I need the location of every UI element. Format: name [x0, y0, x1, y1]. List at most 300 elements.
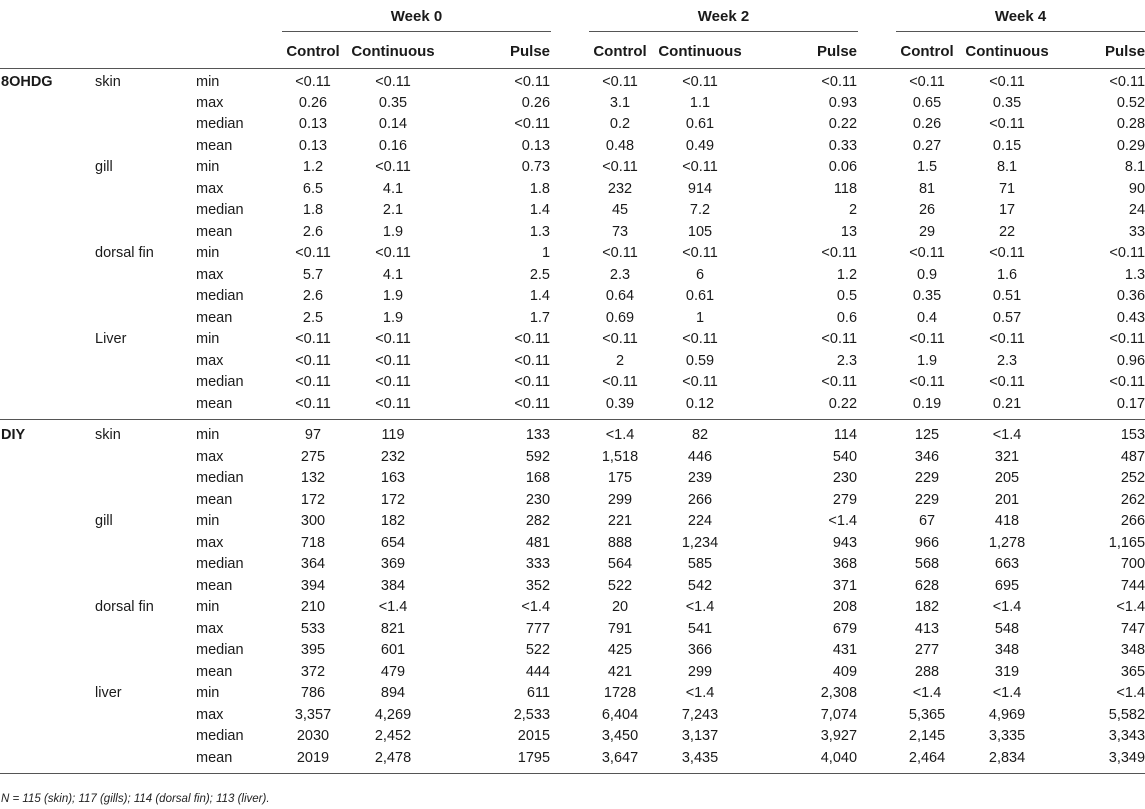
table-cell: 26: [918, 202, 936, 219]
table-cell: 0.29: [1116, 137, 1145, 154]
table-footnote: N = 115 (skin); 117 (gills); 114 (dorsal fin); 113 (liver).: [1, 793, 270, 805]
table-cell: <0.11: [682, 73, 718, 90]
table-cell: 172: [380, 491, 406, 508]
table-cell: <0.11: [1109, 374, 1145, 391]
table-cell: 4,969: [988, 706, 1026, 723]
marker-label: [0, 200, 95, 222]
marker-label: [0, 640, 95, 662]
column-gap: [551, 704, 589, 726]
column-gap: [551, 157, 589, 179]
column-gap: [551, 554, 589, 576]
table-cell: <0.11: [821, 331, 858, 348]
table-cell: 33: [1128, 223, 1145, 240]
table-cell: 914: [687, 180, 713, 197]
table-cell: 45: [611, 202, 629, 219]
table-cell: 2.3: [996, 352, 1018, 369]
table-cell: 3,647: [589, 747, 651, 773]
column-gap: [858, 726, 896, 748]
table-cell: <1.4: [685, 599, 715, 616]
table-cell: 1.3: [1124, 266, 1145, 283]
stat-label: min: [196, 599, 220, 616]
table-cell: 695: [994, 577, 1020, 594]
table-cell: 3,343: [1108, 728, 1145, 745]
table-cell: 352: [525, 577, 551, 594]
table-cell: 2015: [517, 728, 551, 745]
table-cell: <1.4: [1116, 685, 1145, 702]
table-cell: 132: [300, 470, 326, 487]
table-cell: <0.11: [821, 245, 858, 262]
column-gap: [858, 532, 896, 554]
table-cell: 0.52: [1116, 94, 1145, 111]
column-gap: [858, 157, 896, 179]
table-cell: 1.6: [996, 266, 1018, 283]
table-cell: 0.61: [685, 288, 715, 305]
marker-label: [0, 135, 95, 157]
table-cell: 0.22: [749, 393, 858, 419]
marker-label: [0, 683, 95, 705]
stat-label: mean: [196, 309, 233, 326]
tissue-label: gill: [95, 513, 113, 530]
table-cell: 3,435: [651, 747, 749, 773]
table-row: [0, 532, 1145, 554]
column-gap: [858, 178, 896, 200]
table-cell: 541: [687, 620, 713, 637]
stat-label: max: [196, 448, 224, 465]
table-cell: 542: [687, 577, 713, 594]
table-row: [0, 264, 1145, 286]
tissue-label: skin: [95, 419, 196, 446]
table-cell: <0.11: [602, 374, 638, 391]
table-cell: 90: [1128, 180, 1145, 197]
table-cell: 1: [695, 309, 705, 326]
stat-label: min: [196, 685, 220, 702]
tissue-label: [95, 372, 196, 394]
table-cell: 0.61: [685, 116, 715, 133]
table-cell: 299: [607, 491, 633, 508]
table-row: [0, 350, 1145, 372]
table-cell: <0.11: [514, 352, 551, 369]
table-cell: <0.11: [989, 331, 1025, 348]
table-cell: 0.14: [378, 116, 408, 133]
treatment-header: Pulse: [1056, 35, 1145, 68]
marker-label: [0, 597, 95, 619]
table-cell: 4.1: [382, 266, 404, 283]
stat-label: max: [196, 706, 224, 723]
stat-label: min: [196, 245, 220, 262]
table-row: [0, 200, 1145, 222]
table-cell: 230: [832, 470, 858, 487]
table-cell: 0.06: [828, 159, 858, 176]
header-row-treatments: [0, 35, 1145, 68]
column-gap: [551, 511, 589, 533]
table-cell: 0.39: [589, 393, 651, 419]
table-cell: 0.36: [1116, 288, 1145, 305]
column-gap: [858, 575, 896, 597]
tissue-label: dorsal fin: [95, 245, 154, 262]
column-gap: [858, 393, 896, 419]
table-cell: 125: [896, 419, 958, 446]
table-cell: 888: [607, 534, 633, 551]
table-cell: 1.2: [302, 159, 324, 176]
table-cell: 0.43: [1116, 309, 1145, 326]
table-row: [0, 329, 1145, 351]
table-row: [0, 446, 1145, 468]
table-row: [0, 511, 1145, 533]
marker-label: DIY: [0, 419, 95, 446]
table-cell: 153: [1056, 419, 1145, 446]
column-gap: [858, 661, 896, 683]
table-cell: 182: [380, 513, 406, 530]
table-cell: 0.9: [916, 266, 938, 283]
table-cell: <0.11: [682, 374, 718, 391]
stat-label: min: [196, 419, 282, 446]
column-gap: [858, 747, 896, 773]
table-cell: 5,365: [908, 706, 946, 723]
table-cell: 288: [914, 663, 940, 680]
column-gap: [551, 393, 589, 419]
column-gap: [858, 511, 896, 533]
table-cell: <0.11: [682, 331, 718, 348]
table-row: [0, 114, 1145, 136]
marker-label: [0, 726, 95, 748]
treatment-header: Continuous: [344, 35, 442, 68]
table-cell: 22: [998, 223, 1016, 240]
stat-label: mean: [196, 137, 233, 154]
table-row: [0, 157, 1145, 179]
table-cell: 17: [998, 202, 1016, 219]
column-gap: [551, 597, 589, 619]
stat-label: min: [196, 513, 220, 530]
column-gap: [551, 200, 589, 222]
table-cell: 0.26: [912, 116, 942, 133]
table-cell: 81: [918, 180, 936, 197]
table-cell: 7,074: [820, 706, 858, 723]
marker-label: [0, 350, 95, 372]
table-cell: 224: [687, 513, 713, 530]
column-gap: [551, 350, 589, 372]
week-header: Week 0: [282, 0, 551, 35]
table-cell: <1.4: [521, 599, 551, 616]
table-cell: 791: [607, 620, 633, 637]
table-cell: <0.11: [1109, 245, 1145, 262]
table-cell: 2,533: [513, 706, 551, 723]
stat-label: max: [196, 620, 224, 637]
table-cell: 175: [607, 470, 633, 487]
table-cell: 5.7: [302, 266, 324, 283]
tissue-label: [95, 640, 196, 662]
table-cell: 2,478: [344, 747, 442, 773]
marker-label: 8OHDG: [1, 73, 53, 90]
table-cell: 0.64: [605, 288, 635, 305]
tissue-label: [95, 393, 196, 419]
table-cell: 3,927: [820, 728, 858, 745]
table-cell: 479: [380, 663, 406, 680]
tissue-label: [95, 468, 196, 490]
table-cell: 1,518: [601, 448, 639, 465]
marker-label: [0, 372, 95, 394]
table-cell: 1.7: [529, 309, 551, 326]
table-row: [0, 178, 1145, 200]
table-cell: 2.5: [529, 266, 551, 283]
table-cell: 1,234: [681, 534, 719, 551]
treatment-header: Control: [282, 35, 344, 68]
tissue-label: [95, 726, 196, 748]
table-cell: 0.28: [1116, 116, 1145, 133]
table-cell: 1.9: [382, 223, 404, 240]
table-cell: 0.26: [298, 94, 328, 111]
table-row: [0, 307, 1145, 329]
marker-label: [0, 532, 95, 554]
table-cell: 2,145: [908, 728, 946, 745]
table-cell: <1.4: [912, 685, 942, 702]
column-gap: [858, 243, 896, 265]
table-row: [0, 489, 1145, 511]
table-cell: 1.3: [529, 223, 551, 240]
table-cell: 97: [282, 419, 344, 446]
table-cell: 230: [525, 491, 551, 508]
column-gap: [551, 532, 589, 554]
column-gap: [551, 264, 589, 286]
table-cell: 365: [1120, 663, 1145, 680]
table-cell: 481: [525, 534, 551, 551]
tissue-label: liver: [95, 685, 122, 702]
treatment-header: Control: [589, 35, 651, 68]
table-cell: <0.11: [295, 374, 331, 391]
table-cell: <0.11: [1109, 73, 1145, 90]
table-cell: <0.11: [295, 245, 331, 262]
table-cell: 182: [914, 599, 940, 616]
table-cell: 592: [525, 448, 551, 465]
table-cell: <0.11: [514, 116, 551, 133]
table-cell: 300: [300, 513, 326, 530]
table-cell: <0.11: [282, 393, 344, 419]
column-gap: [858, 68, 896, 92]
column-gap: [858, 200, 896, 222]
column-gap: [858, 683, 896, 705]
table-cell: 663: [994, 556, 1020, 573]
marker-label: [0, 511, 95, 533]
table-cell: 446: [687, 448, 713, 465]
table-cell: 368: [832, 556, 858, 573]
table-cell: 0.51: [992, 288, 1022, 305]
table-cell: 1795: [442, 747, 551, 773]
table-cell: 210: [300, 599, 326, 616]
column-gap: [551, 726, 589, 748]
tissue-label: [95, 747, 196, 773]
table-row: [0, 683, 1145, 705]
table-cell: <0.11: [295, 73, 331, 90]
table-row: [0, 243, 1145, 265]
table-cell: 282: [525, 513, 551, 530]
tissue-label: [95, 200, 196, 222]
table-cell: 654: [380, 534, 406, 551]
table-cell: <0.11: [682, 245, 718, 262]
marker-label: [0, 661, 95, 683]
table-cell: 943: [832, 534, 858, 551]
marker-label: [0, 286, 95, 308]
column-gap: [551, 221, 589, 243]
table-row: [0, 640, 1145, 662]
table-body: [0, 68, 1145, 773]
table-cell: 0.93: [828, 94, 858, 111]
table-cell: <0.11: [375, 331, 411, 348]
table-cell: 2.5: [302, 309, 324, 326]
column-gap: [858, 307, 896, 329]
table-cell: <1.4: [828, 513, 858, 530]
table-cell: 29: [918, 223, 936, 240]
table-cell: 540: [832, 448, 858, 465]
column-gap: [551, 286, 589, 308]
column-gap: [551, 747, 589, 773]
column-gap: [551, 419, 589, 446]
table-cell: 0.65: [912, 94, 942, 111]
table-cell: 413: [914, 620, 940, 637]
column-gap: [858, 640, 896, 662]
stat-label: mean: [196, 223, 233, 240]
tissue-label: [95, 135, 196, 157]
table-cell: 1.4: [529, 202, 551, 219]
table-cell: 277: [914, 642, 940, 659]
table-cell: <0.11: [602, 159, 638, 176]
table-cell: <0.11: [682, 159, 718, 176]
column-gap: [551, 135, 589, 157]
table-cell: <1.4: [992, 599, 1022, 616]
table-cell: 418: [994, 513, 1020, 530]
table-cell: <0.11: [1109, 331, 1145, 348]
table-cell: 369: [380, 556, 406, 573]
table-cell: <1.4: [992, 685, 1022, 702]
marker-label: [0, 704, 95, 726]
treatment-header: Continuous: [651, 35, 749, 68]
table-cell: <0.11: [909, 374, 945, 391]
table-cell: 279: [832, 491, 858, 508]
table-cell: 548: [994, 620, 1020, 637]
table-cell: <0.11: [989, 374, 1025, 391]
stat-label: max: [196, 180, 224, 197]
table-cell: <1.4: [958, 419, 1056, 446]
stat-label: mean: [196, 747, 282, 773]
column-gap: [858, 618, 896, 640]
stat-label: median: [196, 728, 244, 745]
column-gap: [551, 575, 589, 597]
column-gap: [858, 597, 896, 619]
table-cell: 205: [994, 470, 1020, 487]
table-cell: 1.9: [382, 288, 404, 305]
table-cell: 679: [832, 620, 858, 637]
table-cell: 0.13: [298, 137, 328, 154]
table-cell: 1.5: [916, 159, 938, 176]
table-cell: 2: [615, 352, 625, 369]
table-cell: 3,357: [294, 706, 332, 723]
stat-label: median: [196, 642, 244, 659]
stat-label: mean: [196, 577, 233, 594]
table-cell: 3,137: [681, 728, 719, 745]
table-cell: 1.4: [529, 288, 551, 305]
table-row: [0, 68, 1145, 92]
table-cell: 8.1: [1124, 159, 1145, 176]
column-gap: [551, 307, 589, 329]
marker-label: [0, 178, 95, 200]
table-cell: 13: [840, 223, 858, 240]
table-cell: <1.4: [1116, 599, 1145, 616]
table-cell: 585: [687, 556, 713, 573]
table-cell: 4.1: [382, 180, 404, 197]
table-cell: 172: [300, 491, 326, 508]
table-cell: 346: [914, 448, 940, 465]
week-header: Week 4: [896, 0, 1145, 35]
table-cell: <0.11: [344, 393, 442, 419]
table-cell: 232: [607, 180, 633, 197]
table-cell: <0.11: [989, 73, 1025, 90]
table-cell: <1.4: [378, 599, 408, 616]
table-cell: 894: [380, 685, 406, 702]
table-cell: <0.11: [514, 374, 551, 391]
column-gap: [858, 446, 896, 468]
tissue-label: [95, 532, 196, 554]
table-cell: <0.11: [989, 116, 1025, 133]
table-row: [0, 372, 1145, 394]
table-cell: 168: [525, 470, 551, 487]
table-cell: 395: [300, 642, 326, 659]
stat-label: min: [196, 159, 220, 176]
table-cell: 0.16: [378, 137, 408, 154]
table-cell: 0.6: [836, 309, 858, 326]
table-cell: 421: [607, 663, 633, 680]
table-row: [0, 419, 1145, 446]
table-cell: 2: [848, 202, 858, 219]
marker-label: [0, 489, 95, 511]
table-cell: 1.9: [916, 352, 938, 369]
marker-label: [0, 157, 95, 179]
table-cell: <0.11: [442, 393, 551, 419]
table-cell: <0.11: [909, 73, 945, 90]
marker-label: [0, 554, 95, 576]
table-cell: 522: [525, 642, 551, 659]
table-row: [0, 597, 1145, 619]
table-cell: 2,452: [374, 728, 412, 745]
table-cell: 718: [300, 534, 326, 551]
table-cell: 821: [380, 620, 406, 637]
table-cell: 628: [914, 577, 940, 594]
table-cell: 371: [832, 577, 858, 594]
column-gap: [858, 329, 896, 351]
marker-label: [0, 446, 95, 468]
table-cell: 321: [994, 448, 1020, 465]
table-cell: 966: [914, 534, 940, 551]
marker-label: [0, 329, 95, 351]
table-cell: 6.5: [302, 180, 324, 197]
table-row: [0, 135, 1145, 157]
table-cell: 20: [611, 599, 629, 616]
table-cell: <0.11: [295, 331, 331, 348]
table-cell: 0.13: [521, 137, 551, 154]
table-cell: 3.1: [609, 94, 631, 111]
table-cell: 6: [695, 266, 705, 283]
table-cell: 4,040: [749, 747, 858, 773]
table-cell: 4,269: [374, 706, 412, 723]
table-cell: <0.11: [909, 331, 945, 348]
table-cell: 0.35: [992, 94, 1022, 111]
column-gap: [551, 618, 589, 640]
table-cell: 6,404: [601, 706, 639, 723]
table-row: [0, 575, 1145, 597]
stat-label: min: [196, 331, 220, 348]
column-gap: [551, 329, 589, 351]
table-cell: 2019: [282, 747, 344, 773]
tissue-label: [95, 286, 196, 308]
table-cell: 744: [1120, 577, 1145, 594]
stat-label: mean: [196, 663, 233, 680]
